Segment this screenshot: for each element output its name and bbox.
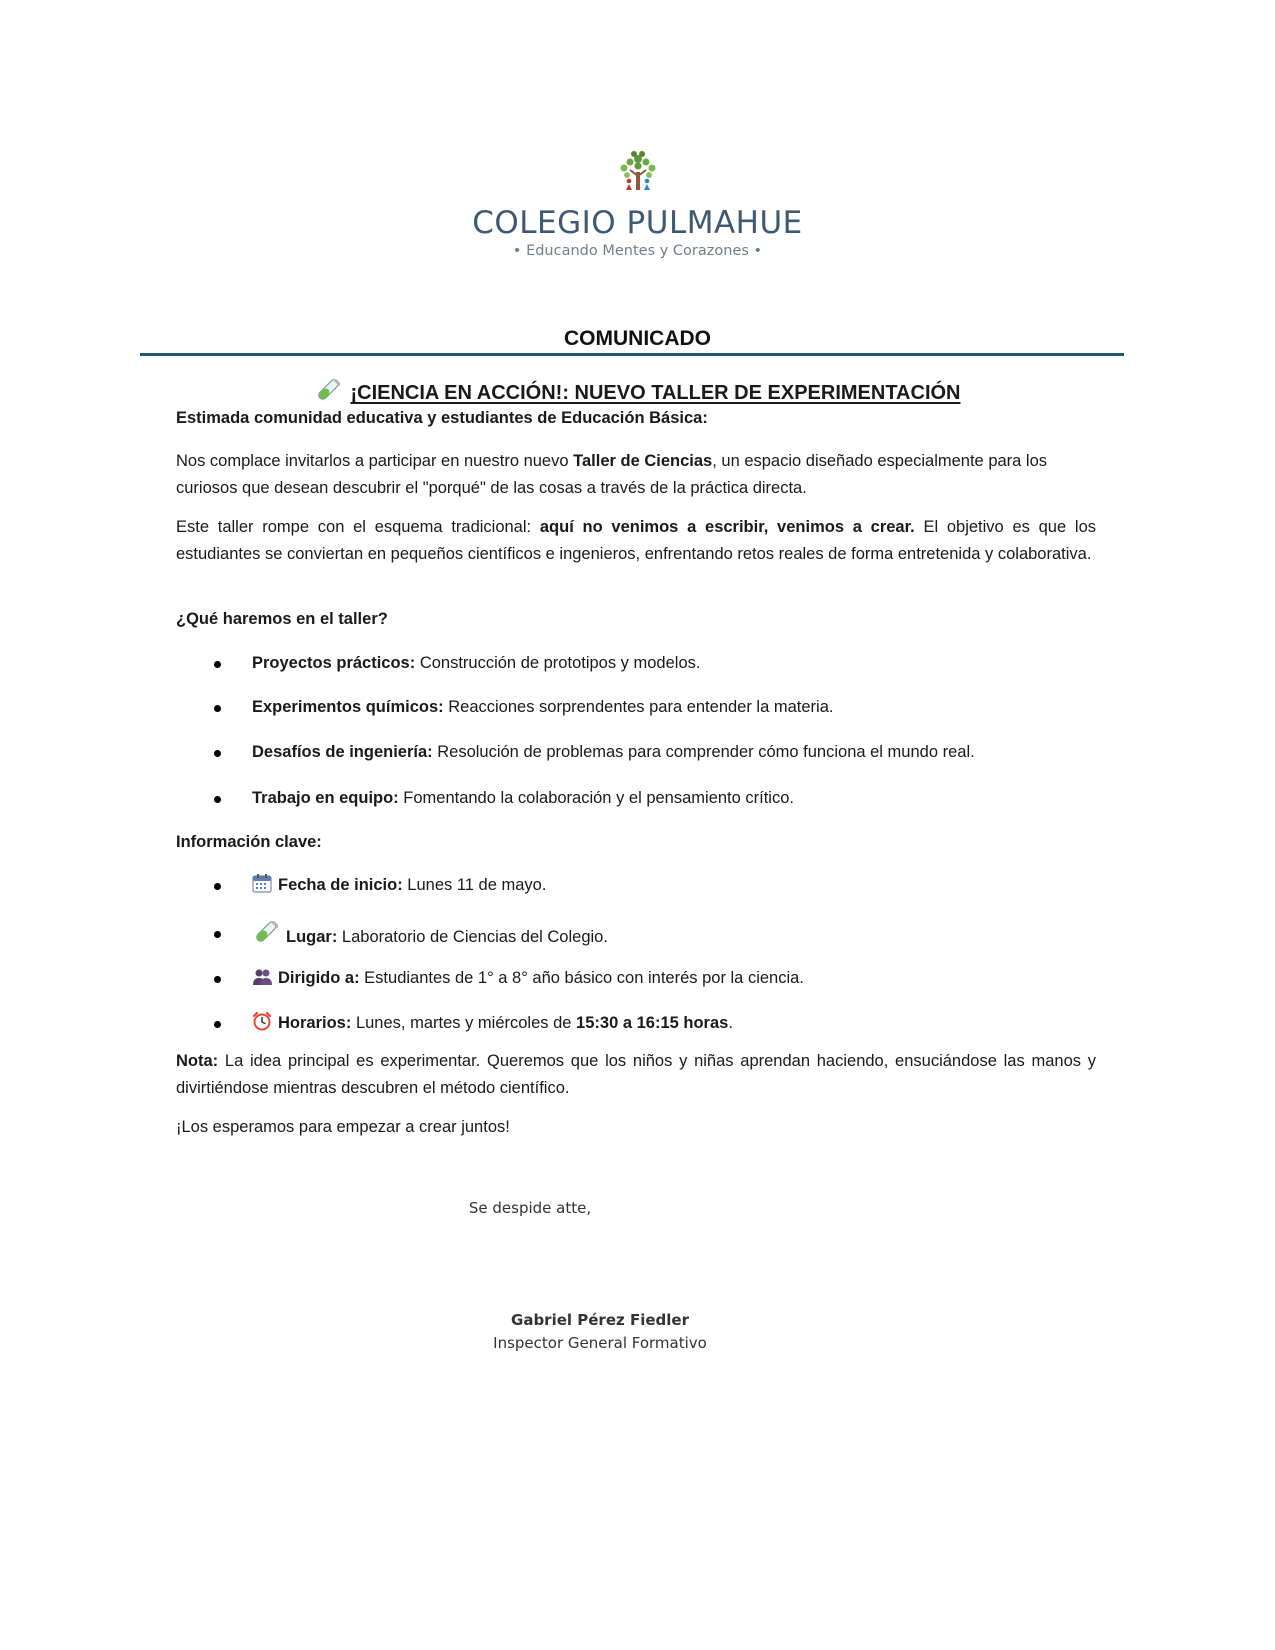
list-item-label: Fecha de inicio: <box>278 876 403 894</box>
bullet-dot <box>214 976 221 983</box>
closing-line: Se despide atte, <box>468 1199 592 1217</box>
bullet-dot <box>214 705 221 712</box>
document-type-title: COMUNICADO <box>564 327 711 350</box>
list-item-text: Construcción de prototipos y modelos. <box>415 654 701 672</box>
greeting-text: Estimada comunidad educativa y estudiantes de Educación Básica: <box>176 409 708 427</box>
list-item-text: Estudiantes de 1° a 8° año básico con interés por la ciencia. <box>359 969 804 987</box>
schedule-time: 15:30 a 16:15 horas <box>576 1014 729 1032</box>
farewell <box>176 1114 1096 1141</box>
bullet-dot <box>214 931 221 938</box>
tree-people-icon <box>615 150 661 192</box>
note-label: Nota: <box>176 1052 219 1070</box>
list-item-label: Experimentos químicos: <box>252 698 444 716</box>
list-item-label: Lugar: <box>286 928 338 946</box>
alarm-clock-icon <box>252 1011 272 1031</box>
bullet-dot <box>214 883 221 890</box>
list-item-label: Horarios: <box>278 1014 352 1032</box>
list-item-text: Lunes 11 de mayo. <box>402 876 547 894</box>
bullet-dot <box>214 661 221 668</box>
school-tagline: • Educando Mentes y Corazones • <box>512 243 763 259</box>
intro-paragraph <box>176 448 1096 501</box>
bullet-dot <box>214 796 221 803</box>
test-tube-icon <box>252 921 278 945</box>
list-item-text: Lunes, martes y miércoles de <box>351 1014 577 1032</box>
activities-heading-text: ¿Qué haremos en el taller? <box>176 610 388 628</box>
list-item-label: Desafíos de ingeniería: <box>252 743 433 761</box>
test-tube-icon <box>314 379 340 403</box>
greeting <box>176 405 1096 432</box>
school-logo <box>0 150 1275 261</box>
announcement-headline <box>0 379 1275 406</box>
activities-heading <box>176 606 1096 633</box>
signatory-title: Inspector General Formativo <box>493 1334 707 1352</box>
description-text-a: Este taller rompe con el esquema tradicional: <box>176 518 540 536</box>
bullet-dot <box>214 1021 221 1028</box>
calendar-icon <box>252 873 272 893</box>
intro-text-c: , un espacio diseñado especialmente para los curiosos que desean descubrir el "porqué" de las cosas a través de la práctica directa. <box>176 452 1048 497</box>
list-item-text: Reacciones sorprendentes para entender la materia. <box>443 698 834 716</box>
signatory-name: Gabriel Pérez Fiedler <box>511 1311 689 1329</box>
list-item-text: Laboratorio de Ciencias del Colegio. <box>337 928 608 946</box>
list-item-text: Fomentando la colaboración y el pensamiento crítico. <box>398 789 794 807</box>
farewell-text: ¡Los esperamos para empezar a crear juntos! <box>176 1118 510 1136</box>
key-info-heading-text: Información clave: <box>176 833 322 851</box>
list-item-end: . <box>728 1014 733 1032</box>
school-name: COLEGIO PULMAHUE <box>472 205 803 241</box>
list-item-label: Trabajo en equipo: <box>252 789 399 807</box>
note-paragraph <box>176 1048 1096 1101</box>
headline-text: ¡CIENCIA EN ACCIÓN!: NUEVO TALLER DE EXPERIMENTACIÓN <box>350 382 961 404</box>
bullet-dot <box>214 750 221 757</box>
intro-text-a: Nos complace invitarlos a participar en nuestro nuevo <box>176 452 574 470</box>
people-icon <box>252 968 272 986</box>
description-paragraph <box>176 514 1096 567</box>
key-info-heading <box>176 829 1096 856</box>
list-item-label: Dirigido a: <box>278 969 360 987</box>
note-text: La idea principal es experimentar. Queremos que los niños y niñas aprendan haciendo, ensuciándose las manos y divirtiéndose mientras descubren el método científico. <box>176 1052 1096 1097</box>
header-divider <box>140 353 1124 357</box>
description-text-c: El objetivo es que los estudiantes se conviertan en pequeños científicos e ingenieros, enfrentando retos reales de forma entretenida y colaborativa. <box>176 518 1096 563</box>
list-item-label: Proyectos prácticos: <box>252 654 416 672</box>
list-item-text: Resolución de problemas para comprender cómo funciona el mundo real. <box>432 743 975 761</box>
description-text-bold: aquí no venimos a escribir, venimos a crear. <box>539 518 915 536</box>
intro-text-bold: Taller de Ciencias <box>573 452 713 470</box>
